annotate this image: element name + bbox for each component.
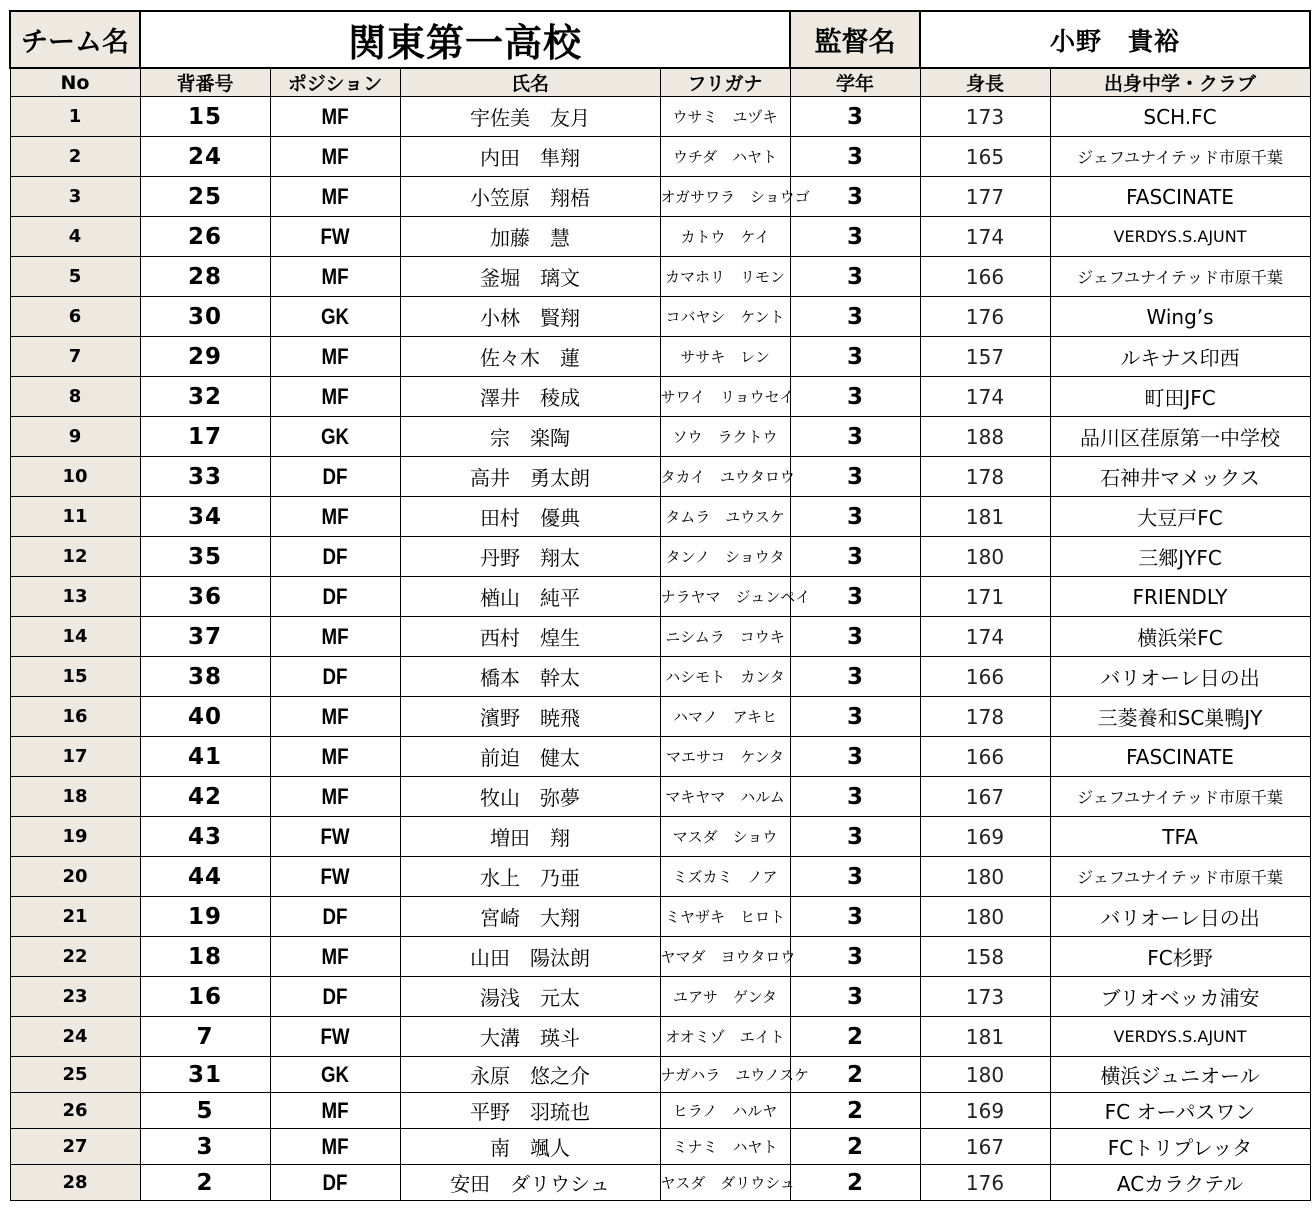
player-furigana: ニシムラ コウキ: [660, 617, 790, 657]
player-no: 28: [10, 1165, 140, 1201]
player-furigana: ナラヤマ ジュンペイ: [660, 577, 790, 617]
player-origin-club: ルキナス印西: [1050, 337, 1310, 377]
table-row: [10, 217, 1310, 257]
column-header-row: [10, 68, 1310, 97]
player-origin-club: TFA: [1050, 817, 1310, 857]
player-height: 166: [920, 657, 1050, 697]
player-grade: 3: [790, 257, 920, 297]
player-height: 166: [920, 737, 1050, 777]
table-row: [10, 937, 1310, 977]
player-position: FW: [280, 817, 391, 857]
player-no: 24: [10, 1017, 140, 1057]
table-row: [10, 1165, 1310, 1201]
player-no: 27: [10, 1129, 140, 1165]
player-position: DF: [280, 657, 391, 697]
player-grade: 3: [790, 537, 920, 577]
player-jersey-number: 18: [140, 937, 270, 977]
player-jersey-number: 5: [140, 1093, 270, 1129]
player-height: 181: [920, 497, 1050, 537]
player-jersey-number: 31: [140, 1057, 270, 1093]
player-origin-club: 横浜栄FC: [1050, 617, 1310, 657]
player-height: 169: [920, 817, 1050, 857]
player-grade: 3: [790, 737, 920, 777]
player-height: 157: [920, 337, 1050, 377]
table-row: [10, 417, 1310, 457]
player-furigana: ウチダ ハヤト: [660, 137, 790, 177]
table-row: [10, 1129, 1310, 1165]
player-height: 166: [920, 257, 1050, 297]
player-furigana: カトウ ケイ: [660, 217, 790, 257]
player-name: 橋本 幹太: [400, 657, 660, 697]
table-row: [10, 137, 1310, 177]
player-position: DF: [280, 977, 391, 1017]
player-grade: 3: [790, 577, 920, 617]
player-position: MF: [280, 737, 391, 777]
player-position: GK: [280, 417, 391, 457]
title-row: [10, 11, 1310, 68]
player-height: 176: [920, 297, 1050, 337]
table-row: [10, 377, 1310, 417]
table-row: [10, 617, 1310, 657]
player-grade: 3: [790, 817, 920, 857]
roster-table: [9, 10, 1311, 1201]
player-no: 4: [10, 217, 140, 257]
table-row: [10, 497, 1310, 537]
player-grade: 3: [790, 897, 920, 937]
player-name: 平野 羽琉也: [400, 1093, 660, 1129]
player-position: GK: [280, 1057, 391, 1093]
player-grade: 3: [790, 657, 920, 697]
player-position: MF: [280, 497, 391, 537]
player-grade: 3: [790, 497, 920, 537]
player-name: 濱野 暁飛: [400, 697, 660, 737]
table-row: [10, 817, 1310, 857]
player-no: 8: [10, 377, 140, 417]
player-height: 174: [920, 377, 1050, 417]
player-position: MF: [280, 777, 391, 817]
table-row: [10, 337, 1310, 377]
player-origin-club: FC オーパスワン: [1050, 1093, 1310, 1129]
col-header-no: No: [10, 68, 140, 97]
col-header-grade: 学年: [790, 68, 920, 97]
player-furigana: ハマノ アキヒ: [660, 697, 790, 737]
player-grade: 3: [790, 337, 920, 377]
team-label: チーム名: [10, 11, 140, 68]
player-name: 水上 乃亜: [400, 857, 660, 897]
player-furigana: オオミゾ エイト: [660, 1017, 790, 1057]
player-jersey-number: 30: [140, 297, 270, 337]
player-jersey-number: 34: [140, 497, 270, 537]
player-furigana: サワイ リョウセイ: [660, 377, 790, 417]
player-furigana: ユアサ ゲンタ: [660, 977, 790, 1017]
player-name: 加藤 慧: [400, 217, 660, 257]
player-origin-club: FCトリプレッタ: [1050, 1129, 1310, 1165]
table-row: [10, 857, 1310, 897]
player-jersey-number: 24: [140, 137, 270, 177]
player-height: 177: [920, 177, 1050, 217]
player-name: 永原 悠之介: [400, 1057, 660, 1093]
player-jersey-number: 29: [140, 337, 270, 377]
player-height: 174: [920, 217, 1050, 257]
player-grade: 2: [790, 1165, 920, 1201]
player-name: 湯浅 元太: [400, 977, 660, 1017]
player-no: 2: [10, 137, 140, 177]
player-grade: 3: [790, 217, 920, 257]
player-origin-club: 三菱養和SC巣鴨JY: [1050, 697, 1310, 737]
player-grade: 3: [790, 937, 920, 977]
player-grade: 3: [790, 137, 920, 177]
player-origin-club: ジェフユナイテッド市原千葉: [1050, 777, 1310, 817]
player-furigana: マスダ ショウ: [660, 817, 790, 857]
table-row: [10, 697, 1310, 737]
player-height: 173: [920, 977, 1050, 1017]
player-position: FW: [280, 857, 391, 897]
player-position: MF: [280, 617, 391, 657]
player-name: 山田 陽汰朗: [400, 937, 660, 977]
player-no: 16: [10, 697, 140, 737]
player-name: 宗 楽陶: [400, 417, 660, 457]
player-name: 西村 煌生: [400, 617, 660, 657]
player-height: 181: [920, 1017, 1050, 1057]
player-no: 10: [10, 457, 140, 497]
player-no: 26: [10, 1093, 140, 1129]
player-no: 11: [10, 497, 140, 537]
coach-name: 小野 貴裕: [920, 11, 1310, 68]
player-name: 前迫 健太: [400, 737, 660, 777]
player-grade: 2: [790, 1129, 920, 1165]
player-position: MF: [280, 1129, 391, 1165]
player-furigana: ハシモト カンタ: [660, 657, 790, 697]
coach-label: 監督名: [790, 11, 920, 68]
player-furigana: マキヤマ ハルム: [660, 777, 790, 817]
player-no: 5: [10, 257, 140, 297]
player-jersey-number: 15: [140, 97, 270, 137]
player-height: 180: [920, 897, 1050, 937]
player-name: 宮崎 大翔: [400, 897, 660, 937]
col-header-height: 身長: [920, 68, 1050, 97]
table-row: [10, 777, 1310, 817]
player-no: 6: [10, 297, 140, 337]
player-jersey-number: 37: [140, 617, 270, 657]
player-no: 14: [10, 617, 140, 657]
player-grade: 3: [790, 697, 920, 737]
player-position: DF: [280, 577, 391, 617]
player-no: 21: [10, 897, 140, 937]
col-header-name: 氏名: [400, 68, 660, 97]
player-height: 167: [920, 777, 1050, 817]
player-jersey-number: 25: [140, 177, 270, 217]
player-furigana: ミズカミ ノア: [660, 857, 790, 897]
table-row: [10, 177, 1310, 217]
player-no: 22: [10, 937, 140, 977]
player-furigana: タムラ ユウスケ: [660, 497, 790, 537]
player-position: DF: [280, 1165, 391, 1201]
player-grade: 3: [790, 857, 920, 897]
player-height: 171: [920, 577, 1050, 617]
player-jersey-number: 35: [140, 537, 270, 577]
player-name: 丹野 翔太: [400, 537, 660, 577]
player-furigana: ヤマダ ヨウタロウ: [660, 937, 790, 977]
player-jersey-number: 38: [140, 657, 270, 697]
player-jersey-number: 43: [140, 817, 270, 857]
team-name: 関東第一高校: [140, 11, 790, 68]
player-no: 1: [10, 97, 140, 137]
player-furigana: タンノ ショウタ: [660, 537, 790, 577]
player-grade: 3: [790, 977, 920, 1017]
table-row: [10, 577, 1310, 617]
player-furigana: マエサコ ケンタ: [660, 737, 790, 777]
player-name: 小笠原 翔梧: [400, 177, 660, 217]
player-origin-club: バリオーレ日の出: [1050, 897, 1310, 937]
player-name: 澤井 稜成: [400, 377, 660, 417]
player-origin-club: 三郷JYFC: [1050, 537, 1310, 577]
player-no: 20: [10, 857, 140, 897]
player-origin-club: FC杉野: [1050, 937, 1310, 977]
player-no: 7: [10, 337, 140, 377]
player-name: 安田 ダリウシュ: [400, 1165, 660, 1201]
table-row: [10, 657, 1310, 697]
player-height: 167: [920, 1129, 1050, 1165]
player-furigana: ミヤザキ ヒロト: [660, 897, 790, 937]
player-furigana: コバヤシ ケント: [660, 297, 790, 337]
player-position: MF: [280, 177, 391, 217]
player-origin-club: FRIENDLY: [1050, 577, 1310, 617]
table-row: [10, 1017, 1310, 1057]
player-furigana: ナガハラ ユウノスケ: [660, 1057, 790, 1093]
player-name: 佐々木 蓮: [400, 337, 660, 377]
player-origin-club: FASCINATE: [1050, 177, 1310, 217]
table-row: [10, 897, 1310, 937]
player-name: 増田 翔: [400, 817, 660, 857]
player-grade: 3: [790, 457, 920, 497]
player-name: 宇佐美 友月: [400, 97, 660, 137]
player-name: 高井 勇太朗: [400, 457, 660, 497]
player-furigana: ミナミ ハヤト: [660, 1129, 790, 1165]
player-height: 180: [920, 857, 1050, 897]
player-height: 178: [920, 457, 1050, 497]
player-no: 12: [10, 537, 140, 577]
player-origin-club: ジェフユナイテッド市原千葉: [1050, 137, 1310, 177]
player-position: MF: [280, 937, 391, 977]
player-position: MF: [280, 1093, 391, 1129]
player-no: 9: [10, 417, 140, 457]
player-origin-club: 品川区荏原第一中学校: [1050, 417, 1310, 457]
player-position: DF: [280, 457, 391, 497]
player-furigana: ウサミ ユヅキ: [660, 97, 790, 137]
player-position: MF: [280, 137, 391, 177]
player-jersey-number: 44: [140, 857, 270, 897]
player-name: 大溝 瑛斗: [400, 1017, 660, 1057]
player-jersey-number: 16: [140, 977, 270, 1017]
player-jersey-number: 32: [140, 377, 270, 417]
player-furigana: ソウ ラクトウ: [660, 417, 790, 457]
player-origin-club: 石神井マメックス: [1050, 457, 1310, 497]
col-header-school: 出身中学・クラブ: [1050, 68, 1310, 97]
player-furigana: ヤスダ ダリウシュ: [660, 1165, 790, 1201]
col-header-position: ポジション: [270, 68, 400, 97]
player-furigana: オガサワラ ショウゴ: [660, 177, 790, 217]
player-height: 180: [920, 1057, 1050, 1093]
player-height: 188: [920, 417, 1050, 457]
player-origin-club: SCH.FC: [1050, 97, 1310, 137]
player-name: 南 颯人: [400, 1129, 660, 1165]
player-jersey-number: 41: [140, 737, 270, 777]
player-grade: 3: [790, 617, 920, 657]
player-jersey-number: 40: [140, 697, 270, 737]
player-position: MF: [280, 97, 391, 137]
player-jersey-number: 36: [140, 577, 270, 617]
table-row: [10, 297, 1310, 337]
player-height: 180: [920, 537, 1050, 577]
player-name: 田村 優典: [400, 497, 660, 537]
player-height: 173: [920, 97, 1050, 137]
player-position: MF: [280, 257, 391, 297]
table-row: [10, 1057, 1310, 1093]
player-jersey-number: 3: [140, 1129, 270, 1165]
player-grade: 2: [790, 1017, 920, 1057]
player-name: 牧山 弥夢: [400, 777, 660, 817]
table-row: [10, 737, 1310, 777]
col-header-kana: フリガナ: [660, 68, 790, 97]
player-origin-club: 町田JFC: [1050, 377, 1310, 417]
player-grade: 3: [790, 417, 920, 457]
player-no: 3: [10, 177, 140, 217]
table-row: [10, 1093, 1310, 1129]
player-name: 内田 隼翔: [400, 137, 660, 177]
player-height: 169: [920, 1093, 1050, 1129]
table-row: [10, 97, 1310, 137]
player-origin-club: ブリオベッカ浦安: [1050, 977, 1310, 1017]
player-no: 15: [10, 657, 140, 697]
player-origin-club: FASCINATE: [1050, 737, 1310, 777]
player-jersey-number: 33: [140, 457, 270, 497]
player-furigana: タカイ ユウタロウ: [660, 457, 790, 497]
player-jersey-number: 26: [140, 217, 270, 257]
player-origin-club: 横浜ジュニオール: [1050, 1057, 1310, 1093]
player-jersey-number: 17: [140, 417, 270, 457]
player-origin-club: VERDYS.S.AJUNT: [1050, 1017, 1310, 1057]
player-jersey-number: 2: [140, 1165, 270, 1201]
player-jersey-number: 28: [140, 257, 270, 297]
player-origin-club: ACカラクテル: [1050, 1165, 1310, 1201]
player-grade: 3: [790, 377, 920, 417]
player-no: 23: [10, 977, 140, 1017]
player-height: 158: [920, 937, 1050, 977]
player-grade: 3: [790, 97, 920, 137]
player-position: DF: [280, 537, 391, 577]
player-height: 174: [920, 617, 1050, 657]
player-origin-club: VERDYS.S.AJUNT: [1050, 217, 1310, 257]
table-row: [10, 457, 1310, 497]
player-no: 13: [10, 577, 140, 617]
player-position: FW: [280, 1017, 391, 1057]
col-header-jersey: 背番号: [140, 68, 270, 97]
player-furigana: ヒラノ ハルヤ: [660, 1093, 790, 1129]
player-height: 165: [920, 137, 1050, 177]
player-grade: 3: [790, 177, 920, 217]
player-furigana: カマホリ リモン: [660, 257, 790, 297]
player-no: 19: [10, 817, 140, 857]
player-grade: 2: [790, 1057, 920, 1093]
player-name: 釜堀 璃文: [400, 257, 660, 297]
player-no: 25: [10, 1057, 140, 1093]
player-origin-club: ジェフユナイテッド市原千葉: [1050, 857, 1310, 897]
player-origin-club: Wing’s: [1050, 297, 1310, 337]
player-grade: 3: [790, 777, 920, 817]
player-no: 17: [10, 737, 140, 777]
player-jersey-number: 19: [140, 897, 270, 937]
player-jersey-number: 7: [140, 1017, 270, 1057]
player-grade: 2: [790, 1093, 920, 1129]
player-origin-club: 大豆戸FC: [1050, 497, 1310, 537]
player-origin-club: バリオーレ日の出: [1050, 657, 1310, 697]
player-position: MF: [280, 697, 391, 737]
table-row: [10, 537, 1310, 577]
table-row: [10, 257, 1310, 297]
player-grade: 3: [790, 297, 920, 337]
player-height: 178: [920, 697, 1050, 737]
player-position: FW: [280, 217, 391, 257]
table-row: [10, 977, 1310, 1017]
player-position: GK: [280, 297, 391, 337]
player-name: 楢山 純平: [400, 577, 660, 617]
player-position: MF: [280, 377, 391, 417]
player-origin-club: ジェフユナイテッド市原千葉: [1050, 257, 1310, 297]
player-furigana: ササキ レン: [660, 337, 790, 377]
player-no: 18: [10, 777, 140, 817]
player-height: 176: [920, 1165, 1050, 1201]
player-position: DF: [280, 897, 391, 937]
player-name: 小林 賢翔: [400, 297, 660, 337]
player-position: MF: [280, 337, 391, 377]
player-jersey-number: 42: [140, 777, 270, 817]
